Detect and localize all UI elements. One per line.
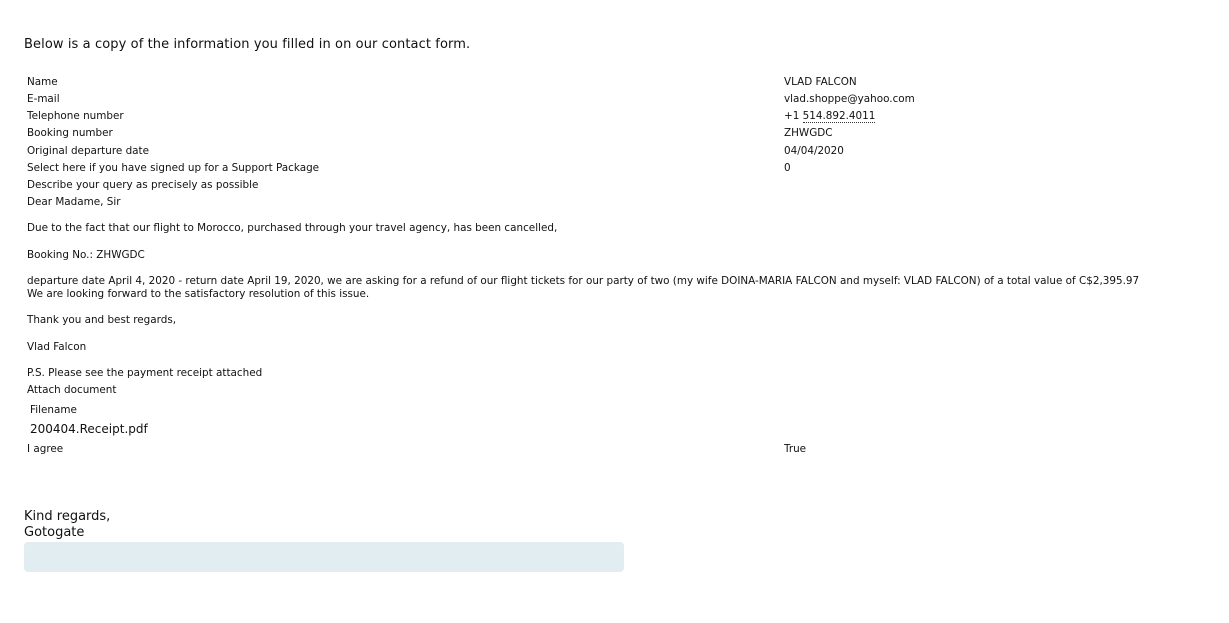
field-row-support-package (27, 161, 1207, 175)
field-label-departure: Original departure date (27, 145, 150, 157)
field-row-booking (27, 126, 1207, 140)
field-label-query: Describe your query as precisely as possible (27, 179, 259, 191)
message-paragraph-6: P.S. Please see the payment receipt attached (27, 367, 263, 379)
field-label-name: Name (27, 76, 58, 88)
telephone-link[interactable]: 514.892.4011 (802, 110, 876, 122)
field-row-agree (27, 442, 1207, 456)
telephone-prefix: +1 (784, 110, 803, 122)
field-row-name (27, 75, 1207, 89)
message-paragraph-3-line-1: departure date April 4, 2020 - return date April 19, 2020, we are asking for a refund of our flight tickets for our party of two (my wife DOINA-MARIA FALCON and myself: VLAD FALCON) of a total value of C$2,395.97 (27, 275, 1140, 287)
attachment-filename-header: Filename (30, 404, 77, 416)
field-value-agree: True (784, 443, 807, 455)
message-paragraph-4: Thank you and best regards, (27, 314, 177, 326)
signoff (24, 509, 110, 541)
field-row-query (27, 178, 1207, 192)
field-label-email: E-mail (27, 93, 60, 105)
signoff-line-1: Kind regards, (24, 509, 111, 524)
field-label-attach: Attach document (27, 384, 117, 396)
field-label-support-package: Select here if you have signed up for a Support Package (27, 162, 320, 174)
field-value-telephone (784, 109, 875, 123)
field-row-departure (27, 144, 1207, 158)
field-value-booking: ZHWGDC (784, 127, 833, 139)
field-row-email (27, 92, 1207, 106)
field-value-email: vlad.shoppe@yahoo.com (784, 93, 915, 105)
message-paragraph-2: Booking No.: ZHWGDC (27, 249, 145, 261)
message-paragraph-5: Vlad Falcon (27, 341, 87, 353)
field-row-telephone (27, 109, 1207, 123)
message-paragraph-3-line-2: We are looking forward to the satisfactory resolution of this issue. (27, 288, 370, 300)
field-label-telephone: Telephone number (27, 110, 124, 122)
field-label-booking: Booking number (27, 127, 113, 139)
message-paragraph-1: Due to the fact that our flight to Morocco, purchased through your travel agency, has been cancelled, (27, 222, 558, 234)
message-greeting: Dear Madame, Sir (27, 196, 121, 208)
field-value-support-package: 0 (784, 162, 791, 174)
field-label-agree: I agree (27, 443, 64, 455)
field-value-name: VLAD FALCON (784, 76, 857, 88)
field-value-departure: 04/04/2020 (784, 145, 844, 157)
footer-bar (24, 542, 624, 572)
attachment-filename: 200404.Receipt.pdf (30, 422, 148, 436)
field-row-attach (27, 383, 1207, 397)
signoff-company: Gotogate (24, 525, 85, 540)
intro-text: Below is a copy of the information you filled in on our contact form. (24, 37, 471, 52)
